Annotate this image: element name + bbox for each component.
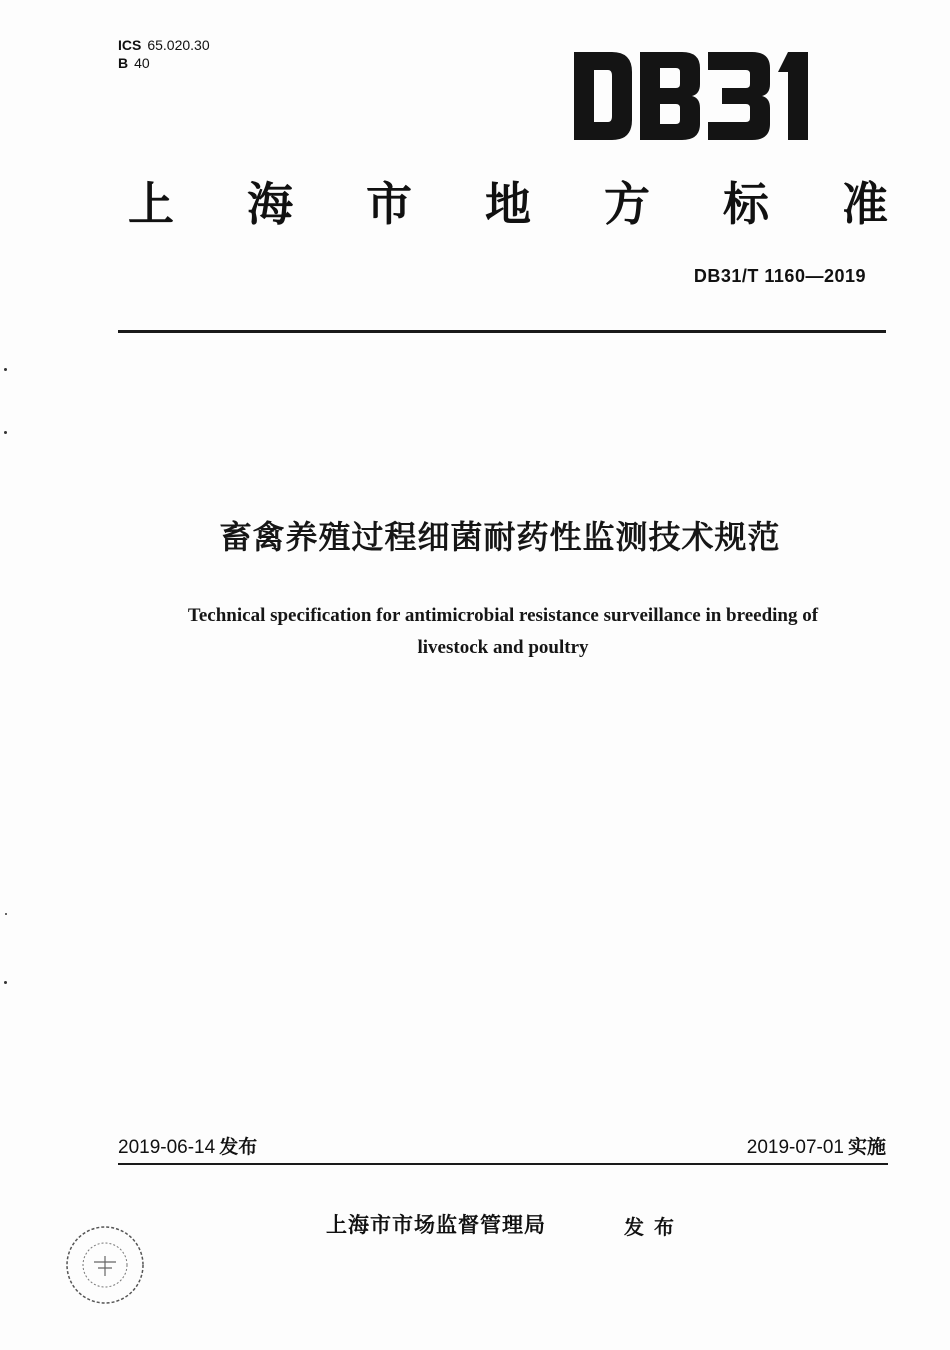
issuing-authority: 上海市市场监督管理局	[326, 1213, 546, 1237]
seal-stamp-icon	[62, 1222, 148, 1308]
footer-divider	[118, 1163, 888, 1165]
implement-date-block	[747, 1132, 886, 1159]
standard-type-char: 海	[247, 177, 293, 231]
implement-label: 实施	[847, 1136, 886, 1158]
ccs-label: B	[118, 55, 129, 71]
publish-date-block	[118, 1132, 257, 1159]
publish-label: 发布	[219, 1136, 258, 1158]
standard-number: DB31/T 1160—2019	[693, 266, 866, 286]
standard-type-char: 方	[604, 177, 650, 231]
standard-type-char: 准	[842, 177, 888, 231]
scan-speck	[4, 368, 7, 371]
standard-type-char: 地	[485, 177, 531, 231]
ccs-code: 40	[134, 55, 150, 71]
db31-logo	[572, 50, 837, 142]
document-title-chinese: 畜禽养殖过程细菌耐药性监测技术规范	[219, 518, 781, 556]
publish-date: 2019-06-14	[118, 1137, 216, 1158]
implement-date: 2019-07-01	[746, 1137, 844, 1158]
scan-speck	[5, 913, 7, 915]
scan-speck	[4, 431, 7, 434]
scan-speck	[4, 981, 7, 984]
logo-letter-d	[574, 52, 632, 140]
logo-letter-b	[640, 52, 700, 140]
issue-action: 发布	[624, 1215, 684, 1239]
title-en-line-2: livestock and poultry	[417, 637, 589, 658]
standard-type-char: 标	[723, 177, 769, 231]
header-divider	[118, 330, 886, 333]
standard-type-char: 市	[366, 177, 412, 231]
ccs-line	[118, 54, 210, 72]
logo-digit-3	[708, 52, 770, 140]
standard-type-title	[128, 174, 888, 234]
ics-code: 65.020.30	[147, 37, 210, 53]
document-title-english	[118, 600, 888, 664]
ics-line	[118, 36, 210, 54]
logo-digit-1	[778, 52, 808, 140]
standard-type-char: 上	[128, 177, 174, 231]
title-en-line-1: Technical specification for antimicrobial resistance surveillance in breeding of	[187, 605, 819, 626]
classification-codes	[118, 36, 210, 72]
ics-label: ICS	[118, 37, 142, 53]
